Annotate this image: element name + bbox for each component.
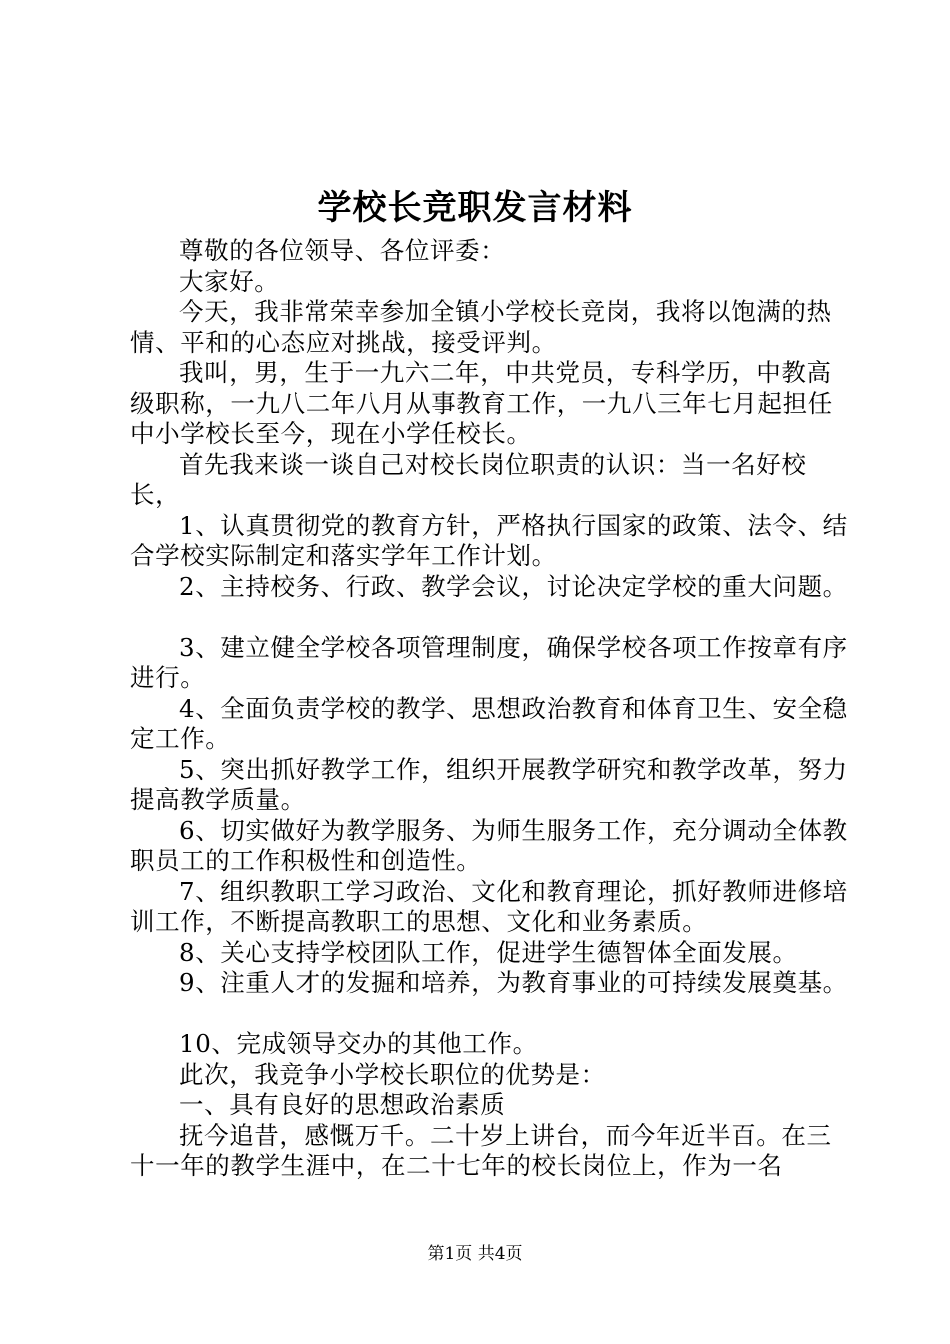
paragraph-advantages-intro: 此次，我竞争小学校长职位的优势是： [179,1059,606,1089]
duty-item-9: 9、注重人才的发掘和培养，为教育事业的可持续发展奠基。 [179,968,848,997]
paragraph-reflection: 抚今追昔，感慨万千。二十岁上讲台，而今年近半百。在三十一年的教学生涯中，在二十七年的校长岗位上，作为一名 [130,1120,832,1180]
duty-item-10: 10、完成领导交办的其他工作。 [179,1029,538,1058]
duty-item-2: 2、主持校务、行政、教学会议，讨论决定学校的重大问题。 [179,571,848,601]
duty-item-6: 6、切实做好为教学服务、为师生服务工作，充分调动全体教职员工的工作积极性和创造性。 [130,815,848,875]
duty-item-1: 1、认真贯彻党的教育方针，严格执行国家的政策、法令、结合学校实际制定和落实学年工作计划。 [130,510,848,570]
duty-item-4: 4、全面负责学校的教学、思想政治教育和体育卫生、安全稳定工作。 [130,693,848,753]
section-heading-1: 一、具有良好的思想政治素质 [179,1090,506,1119]
blank-line [130,999,850,1030]
salutation: 尊敬的各位领导、各位评委： [179,236,506,265]
paragraph-intro: 今天，我非常荣幸参加全镇小学校长竞岗，我将以饱满的热情、平和的心态应对挑战，接受评判。 [130,297,832,357]
paragraph-self-introduction: 我叫，男，生于一九六二年，中共党员，专科学历，中教高级职称，一九八二年八月从事教育工作，一九八三年七月起担任中小学校长至今，现在小学任校长。 [130,358,833,448]
page-footer: 第1页 共4页 [427,1244,523,1264]
duty-item-5: 5、突出抓好教学工作，组织开展教学研究和教学改革，努力提高教学质量。 [130,754,848,814]
paragraph-duties-intro: 首先我来谈一谈自己对校长岗位职责的认识：当一名好校长， [130,449,807,509]
duty-item-3: 3、建立健全学校各项管理制度，确保学校各项工作按章有序进行。 [130,632,848,692]
document-title: 学校长竞职发言材料 [317,188,633,228]
duty-item-7: 7、组织教职工学习政治、文化和教育理论，抓好教师进修培训工作，不断提高教职工的思想、文化和业务素质。 [130,876,848,936]
blank-line [130,602,850,633]
greeting: 大家好。 [179,266,280,296]
document-body [130,236,850,1182]
duty-item-8: 8、关心支持学校团队工作，促进学生德智体全面发展。 [179,937,798,967]
